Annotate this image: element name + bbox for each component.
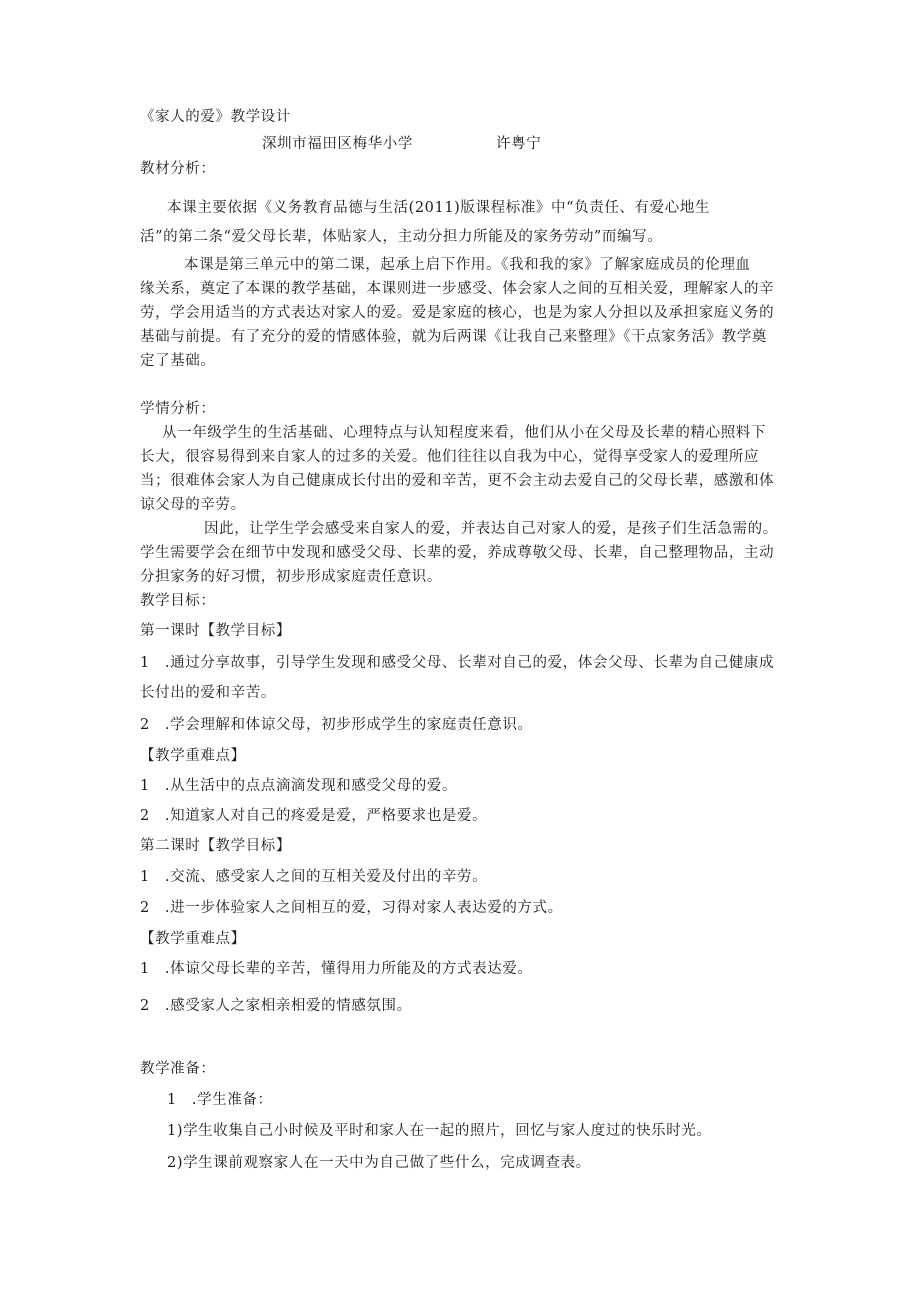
section-heading-objectives: 教学目标： xyxy=(140,593,216,609)
author-name: 许粤宁 xyxy=(496,136,542,152)
student-analysis-para-1-line-2: 长大，很容易得到来自家人的过多的关爱。他们往往以自我为中心，觉得享受家人的爱理所应 xyxy=(140,449,760,465)
textbook-analysis-para-2-line-5: 定了基础。 xyxy=(140,353,216,369)
lesson1-goal-2: 2 .学会理解和体谅父母，初步形成学生的家庭责任意识。 xyxy=(140,717,533,733)
student-analysis-para-2-line-2: 学生需要学会在细节中发现和感受父母、长辈的爱，养成尊敬父母、长辈，自己整理物品，主动 xyxy=(140,545,775,561)
lesson2-key-heading: 【教学重难点】 xyxy=(140,931,246,947)
lesson1-key-2: 2 .知道家人对自己的疼爱是爱，严格要求也是爱。 xyxy=(140,808,488,824)
textbook-analysis-para-2-line-1: 本课是第三单元中的第二课，起承上启下作用。《我和我的家》了解家庭成员的伦理血 xyxy=(184,257,751,273)
student-analysis-para-2-line-1: 因此，让学生学会感受来自家人的爱，并表达自己对家人的爱，是孩子们生活急需的。 xyxy=(204,521,778,537)
section-heading-textbook-analysis: 教材分析： xyxy=(140,161,216,177)
textbook-analysis-para-2-line-4: 基础与前提。有了充分的爱的情感体验，就为后两课《让我自己来整理》《干点家务活》教学奠 xyxy=(140,329,767,345)
section-heading-preparation: 教学准备： xyxy=(140,1061,216,1077)
document-title: 《家人的爱》教学设计 xyxy=(140,109,291,125)
lesson2-key-2: 2 .感受家人之家相亲相爱的情感氛围。 xyxy=(140,998,412,1014)
lesson1-goal-1-line-1: 1 .通过分享故事，引导学生发现和感受父母、长辈对自己的爱，体会父母、长辈为自己健康成 xyxy=(140,655,775,671)
lesson1-key-1: 1 .从生活中的点点滴滴发现和感受父母的爱。 xyxy=(140,778,458,794)
preparation-sub-1: 1)学生收集自己小时候及平时和家人在一起的照片，回忆与家人度过的快乐时光。 xyxy=(167,1123,712,1139)
textbook-analysis-para-2-line-3: 劳，学会用适当的方式表达对家人的爱。爱是家庭的核心，也是为家人分担以及承担家庭义务的 xyxy=(140,305,775,321)
school-name: 深圳市福田区梅华小学 xyxy=(262,136,413,152)
preparation-sub-2: 2)学生课前观察家人在一天中为自己做了些什么，完成调查表。 xyxy=(167,1155,591,1171)
preparation-item-1: 1 .学生准备： xyxy=(167,1092,273,1108)
textbook-analysis-para-1-line-1: 本课主要依据《义务教育品德与生活(2011)版课程标准》中“负责任、有爱心地生 xyxy=(167,200,711,216)
textbook-analysis-para-1-line-2: 活”的第二条“爱父母长辈，体贴家人，主动分担力所能及的家务劳动”而编写。 xyxy=(140,229,663,245)
lesson1-key-heading: 【教学重难点】 xyxy=(140,748,246,764)
textbook-analysis-para-2-line-2: 缘关系，奠定了本课的教学基础，本课则进一步感受、体会家人之间的互相关爱，理解家人的辛 xyxy=(140,281,775,297)
student-analysis-para-1-line-1: 从一年级学生的生活基础、心理特点与认知程度来看，他们从小在父母及长辈的精心照料下 xyxy=(162,425,766,441)
student-analysis-para-1-line-4: 谅父母的辛劳。 xyxy=(140,497,246,513)
lesson1-heading: 第一课时【教学目标】 xyxy=(140,623,291,639)
student-analysis-para-1-line-3: 当；很难体会家人为自己健康成长付出的爱和辛苦，更不会主动去爱自己的父母长辈，感激和体 xyxy=(140,473,775,489)
lesson2-goal-1: 1 .交流、感受家人之间的互相关爱及付出的辛劳。 xyxy=(140,869,488,885)
student-analysis-para-2-line-3: 分担家务的好习惯，初步形成家庭责任意识。 xyxy=(140,569,442,585)
lesson1-goal-1-line-2: 长付出的爱和辛苦。 xyxy=(140,685,276,701)
lesson2-heading: 第二课时【教学目标】 xyxy=(140,838,291,854)
lesson2-goal-2: 2 .进一步体验家人之间相互的爱，习得对家人表达爱的方式。 xyxy=(140,900,563,916)
section-heading-student-analysis: 学情分析： xyxy=(140,401,216,417)
lesson2-key-1: 1 .体谅父母长辈的辛苦，懂得用力所能及的方式表达爱。 xyxy=(140,961,533,977)
